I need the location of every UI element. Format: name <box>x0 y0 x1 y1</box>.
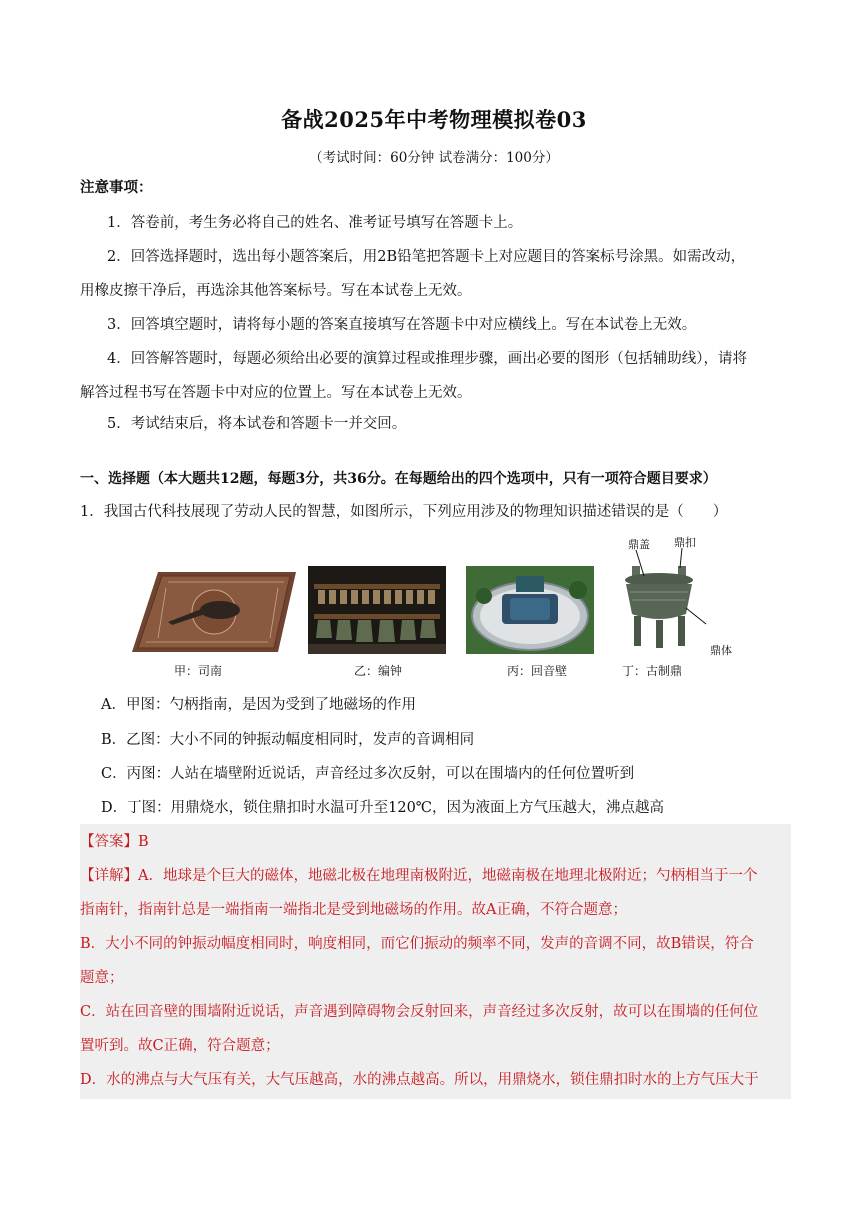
chime-bells-image <box>308 566 446 654</box>
option-c: C．丙图：人站在墙壁附近说话，声音经过多次反射，可以在围墙内的任何位置听到 <box>101 766 635 782</box>
label-body: 鼎体 <box>710 644 732 657</box>
notice-line: 1．答卷前，考生务必将自己的姓名、准考证号填写在答题卡上。 <box>107 215 523 231</box>
notice-line: 4．回答解答题时，每题必须给出必要的演算过程或推理步骤，画出必要的图形（包括辅助线），请将 <box>107 351 747 367</box>
notice-heading: 注意事项： <box>80 179 153 196</box>
notice-line: 2．回答选择题时，选出每小题答案后，用2B铅笔把答题卡上对应题目的答案标号涂黑。如需改动， <box>107 249 746 265</box>
notice-line: 解答过程书写在答题卡中对应的位置上。写在本试卷上无效。 <box>80 385 472 401</box>
figure-caption: 甲：司南 <box>174 664 223 678</box>
figure-row <box>128 536 732 678</box>
figure-caption: 丁：古制鼎 <box>622 664 683 678</box>
ancient-ding-image <box>606 536 728 656</box>
figure-caption: 乙：编钟 <box>354 664 403 678</box>
label-clasp: 鼎扣 <box>674 536 696 549</box>
option-b: B．乙图：大小不同的钟振动幅度相同时，发声的音调相同 <box>101 732 475 748</box>
answer-label: 【答案】B <box>80 834 149 850</box>
echo-wall-image <box>466 566 594 654</box>
figure-caption: 丙：回音壁 <box>507 664 568 678</box>
explanation-line: 题意； <box>80 970 124 986</box>
page-title: 备战2025年中考物理模拟卷03 <box>281 107 587 132</box>
section-heading: 一、选择题（本大题共12题，每题3分，共36分。在每题给出的四个选项中，只有一项符合题目要求） <box>80 471 717 487</box>
notice-line: 用橡皮擦干净后，再选涂其他答案标号。写在本试卷上无效。 <box>80 283 472 299</box>
label-lid: 鼎盖 <box>628 538 650 551</box>
option-d: D．丁图：用鼎烧水，锁住鼎扣时水温可升至120℃，因为液面上方气压越大，沸点越高 <box>101 800 665 816</box>
compass-spoon-image <box>128 566 298 654</box>
explanation-line: D．水的沸点与大气压有关，大气压越高，水的沸点越高。所以，用鼎烧水，锁住鼎扣时水的上方气压大于 <box>80 1072 759 1088</box>
explanation-line: 【详解】A．地球是个巨大的磁体，地磁北极在地理南极附近，地磁南极在地理北极附近；勺柄相当于一个 <box>80 868 758 884</box>
explanation-line: 指南针，指南针总是一端指南一端指北是受到地磁场的作用。故A正确，不符合题意； <box>80 902 627 918</box>
explanation-line: B．大小不同的钟振动幅度相同时，响度相同，而它们振动的频率不同，发声的音调不同，故B错误，符合 <box>80 936 754 952</box>
explanation-line: C．站在回音壁的围墙附近说话，声音遇到障碍物会反射回来，声音经过多次反射，故可以在围墙的任何位 <box>80 1004 759 1020</box>
option-a: A．甲图：勺柄指南，是因为受到了地磁场的作用 <box>101 697 416 713</box>
notice-line: 5．考试结束后，将本试卷和答题卡一并交回。 <box>107 416 407 432</box>
exam-info: （考试时间：60分钟 试卷满分：100分） <box>309 150 559 166</box>
explanation-line: 置听到。故C正确，符合题意； <box>80 1038 280 1054</box>
question-stem: 1．我国古代科技展现了劳动人民的智慧，如图所示，下列应用涉及的物理知识描述错误的是（ ） <box>80 504 728 520</box>
notice-line: 3．回答填空题时，请将每小题的答案直接填写在答题卡中对应横线上。写在本试卷上无效。 <box>107 317 697 333</box>
